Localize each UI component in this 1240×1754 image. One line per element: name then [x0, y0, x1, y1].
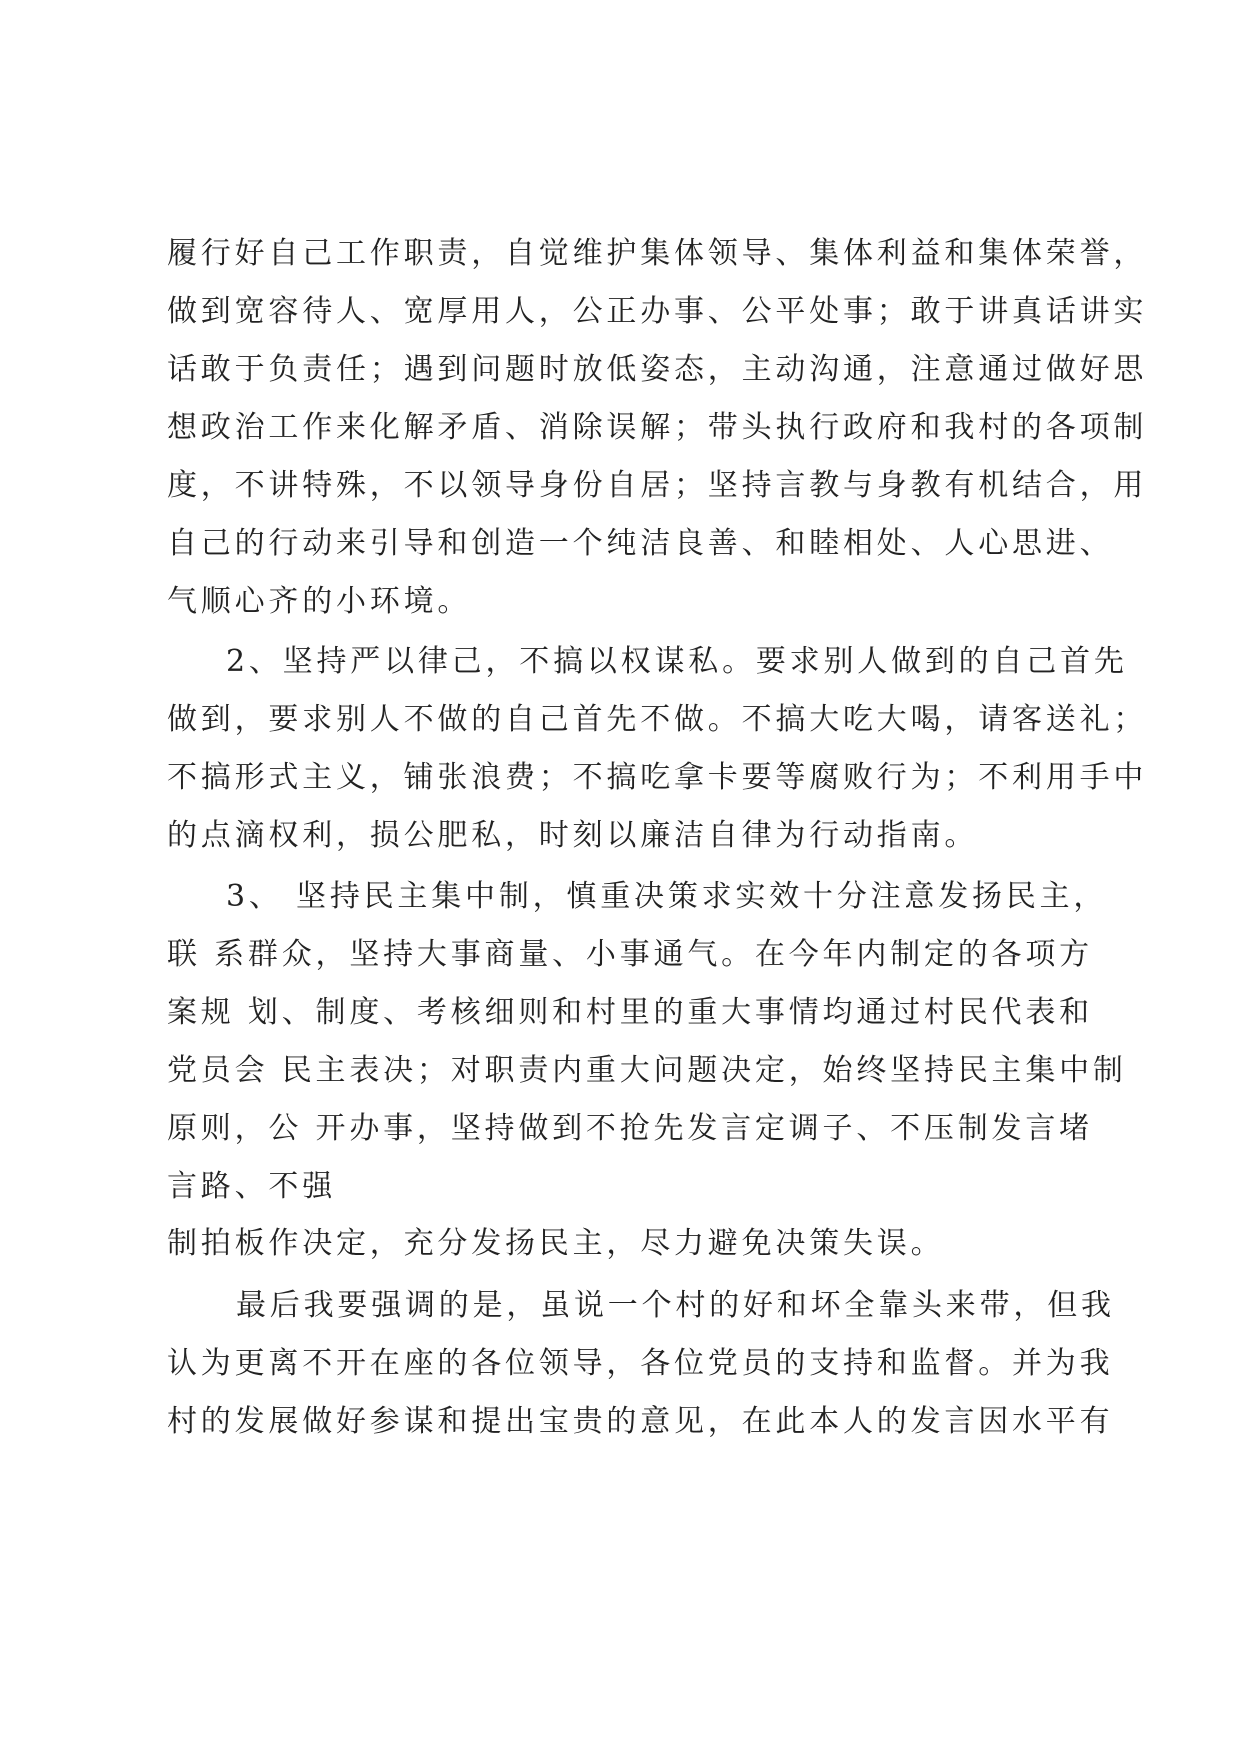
text-line: 的点滴权利，损公肥私，时刻以廉洁自律为行动指南。: [167, 818, 979, 853]
text-line: 气顺心齐的小环境。: [167, 584, 472, 619]
text-line: 言路、不强: [167, 1169, 336, 1204]
text-line: 话敢于负责任；遇到问题时放低姿态，主动沟通，注意通过做好思: [167, 352, 1148, 387]
text-line: 3、 坚持民主集中制，慎重决策求实效十分注意发扬民主，: [226, 879, 1108, 914]
text-line: 最后我要强调的是，虽说一个村的好和坏全靠头来带，但我: [236, 1288, 1115, 1323]
text-line: 原则，公 开办事，坚持做到不抢先发言定调子、不压制发言堵: [167, 1111, 1093, 1146]
text-line: 党员会 民主表决；对职责内重大问题决定，始终坚持民主集中制: [167, 1053, 1127, 1088]
text-line: 履行好自己工作职责，自觉维护集体领导、集体利益和集体荣誉，: [167, 236, 1148, 271]
text-line: 2、坚持严以律己，不搞以权谋私。要求别人做到的自己首先: [226, 644, 1128, 679]
text-line: 做到，要求别人不做的自己首先不做。不搞大吃大喝，请客送礼；: [167, 702, 1148, 737]
text-line: 制拍板作决定，充分发扬民主，尽力避免决策失误。: [167, 1226, 945, 1261]
text-line: 联 系群众，坚持大事商量、小事通气。在今年内制定的各项方: [167, 937, 1093, 972]
text-line: 认为更离不开在座的各位领导，各位党员的支持和监督。并为我: [167, 1346, 1114, 1381]
text-line: 想政治工作来化解矛盾、消除误解；带头执行政府和我村的各项制: [167, 410, 1148, 445]
text-line: 做到宽容待人、宽厚用人，公正办事、公平处事；敢于讲真话讲实: [167, 294, 1148, 329]
text-line: 不搞形式主义，铺张浪费；不搞吃拿卡要等腐败行为；不利用手中: [167, 760, 1148, 795]
text-line: 村的发展做好参谋和提出宝贵的意见，在此本人的发言因水平有: [167, 1404, 1114, 1439]
text-line: 自己的行动来引导和创造一个纯洁良善、和睦相处、人心思进、: [167, 526, 1114, 561]
text-line: 度，不讲特殊，不以领导身份自居；坚持言教与身教有机结合，用: [167, 468, 1148, 503]
text-line: 案规 划、制度、考核细则和村里的重大事情均通过村民代表和: [167, 995, 1093, 1030]
